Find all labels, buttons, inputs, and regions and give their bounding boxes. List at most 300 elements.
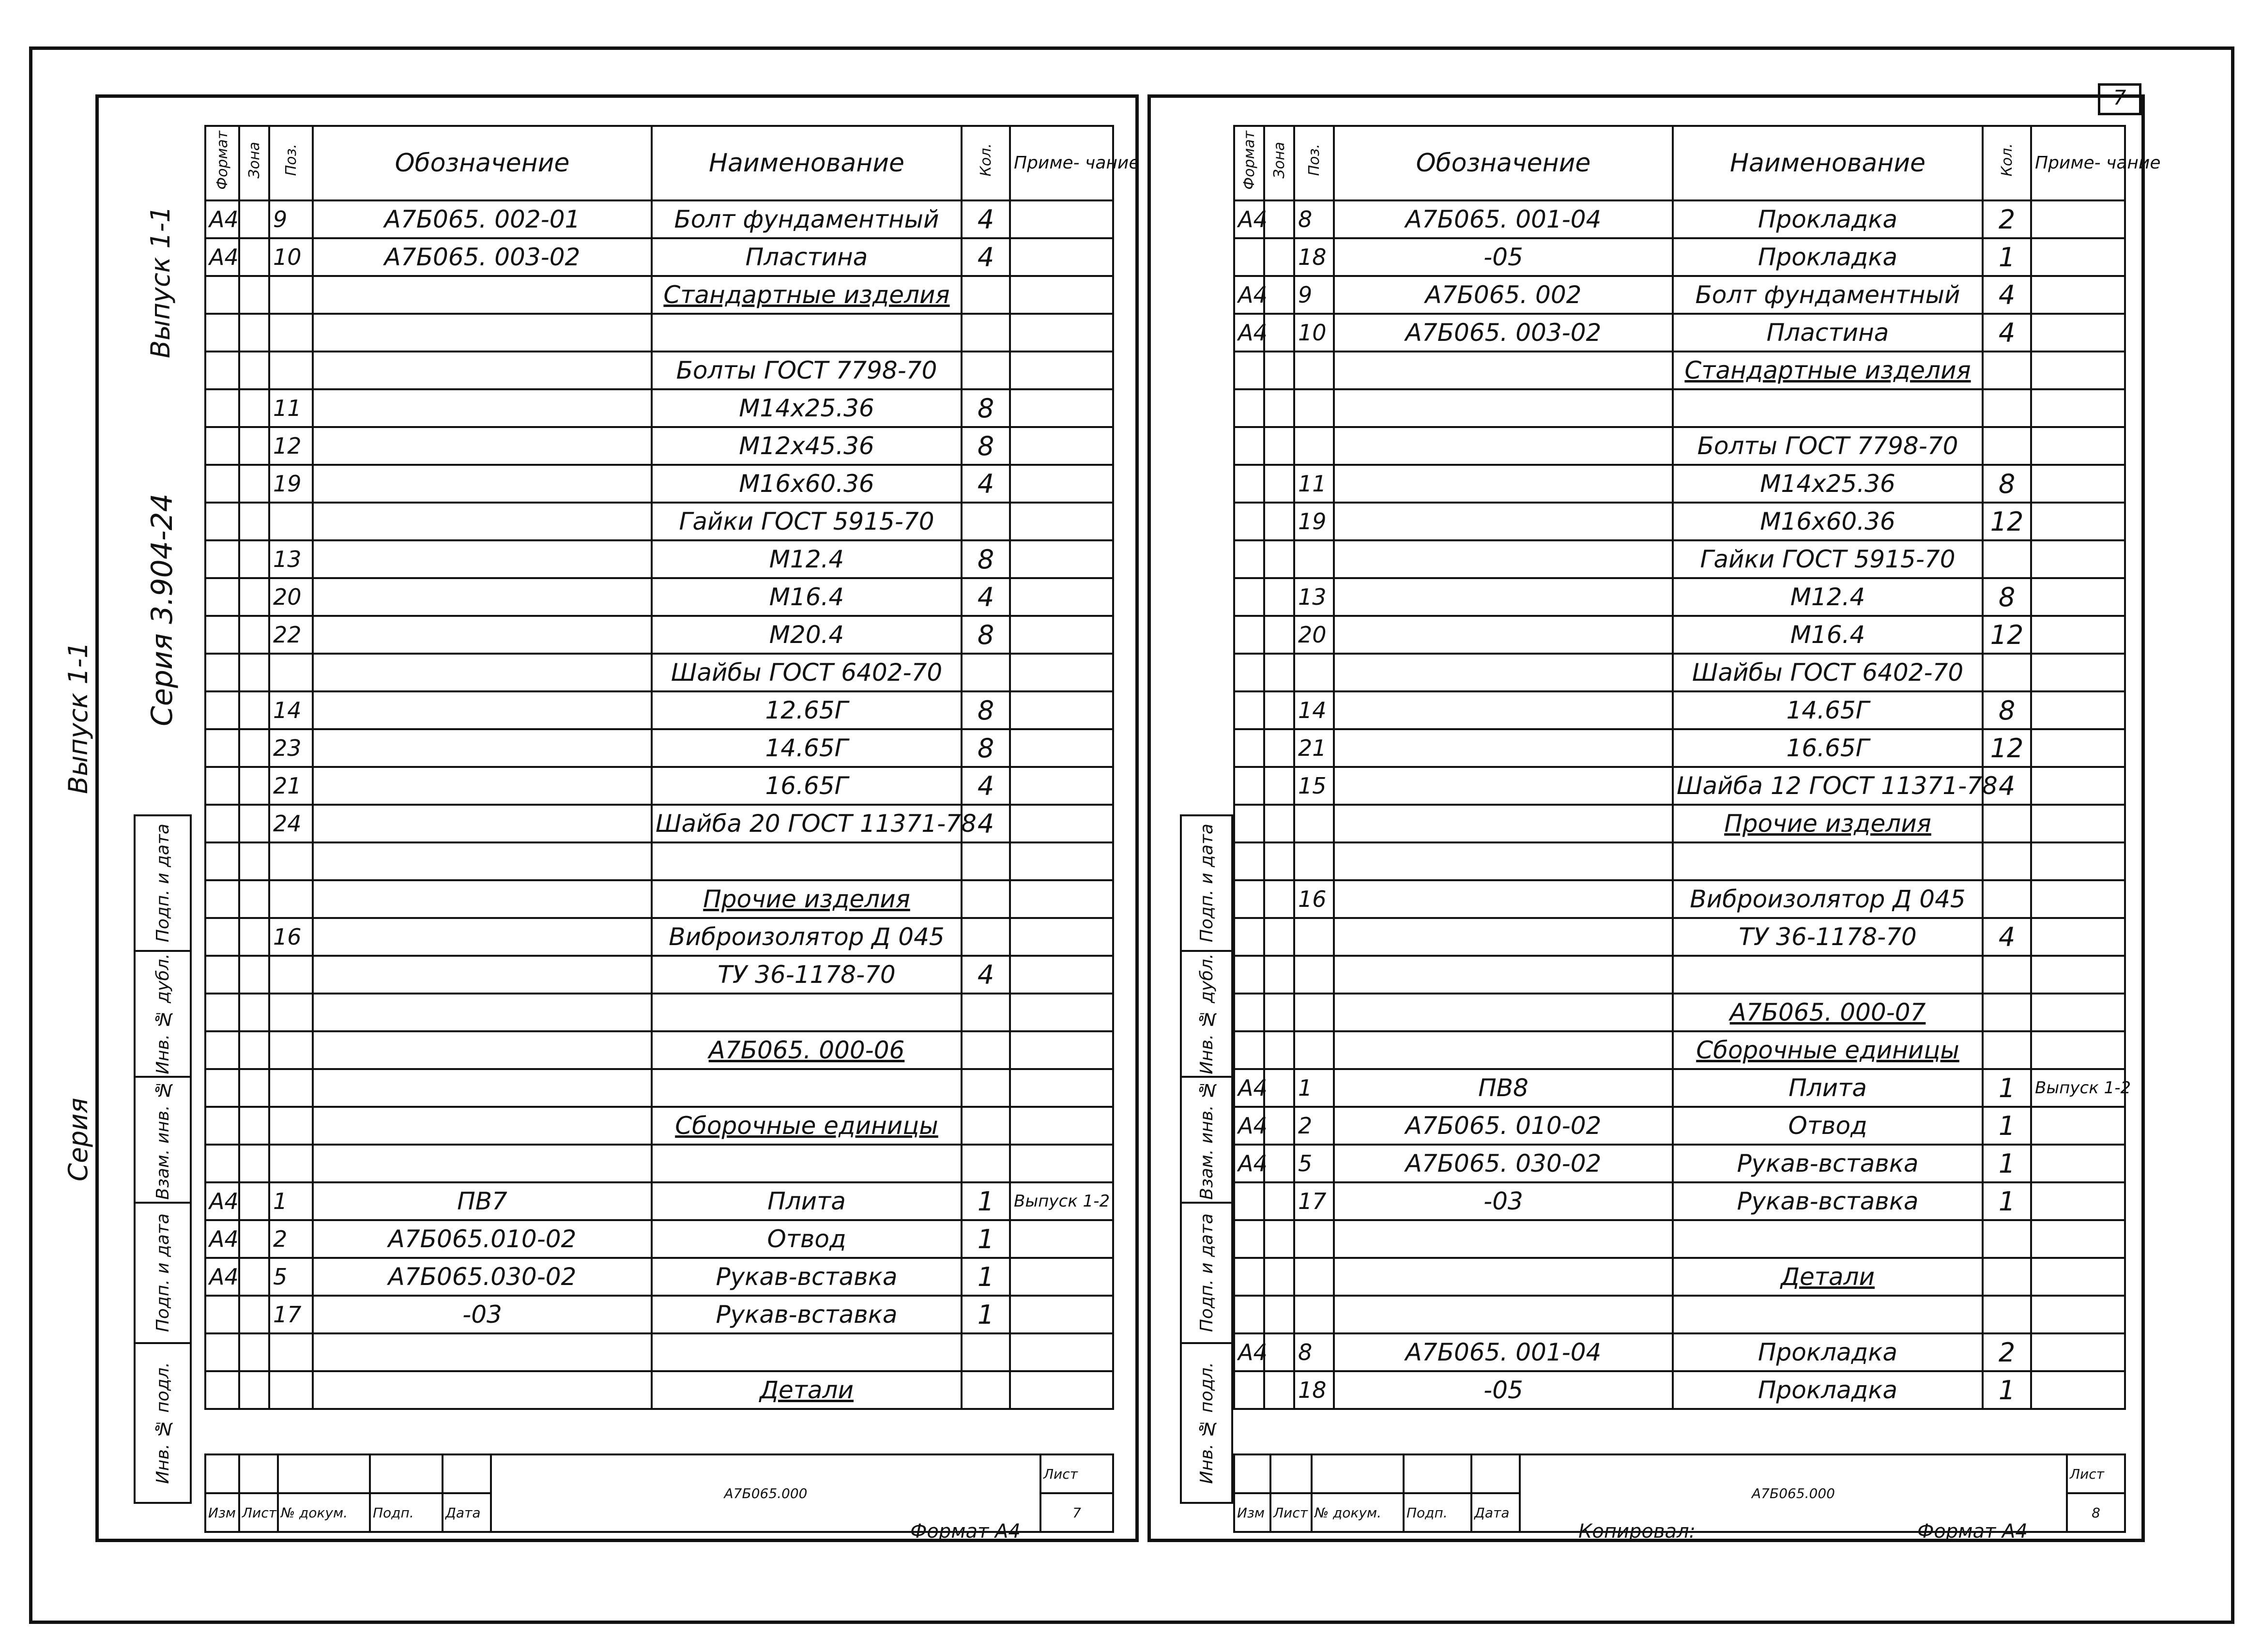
note-cell — [2031, 389, 2125, 427]
note-cell — [2031, 880, 2125, 918]
designation-cell — [313, 1333, 652, 1371]
zone-cell — [239, 729, 269, 767]
position-cell: 10 — [269, 238, 313, 276]
zone-cell — [1264, 540, 1294, 578]
zone-cell — [1264, 805, 1294, 842]
designation-header: Обозначение — [1334, 126, 1673, 200]
name-cell: Прокладка — [1673, 200, 1983, 238]
name-cell: Прокладка — [1673, 1333, 1983, 1371]
quantity-cell — [1983, 1296, 2031, 1333]
designation-cell — [313, 1031, 652, 1069]
note-cell — [2031, 503, 2125, 540]
table-row — [205, 1069, 1113, 1107]
name-cell: ТУ 36-1178-70 — [652, 956, 962, 994]
designation-cell — [313, 654, 652, 691]
note-cell — [1010, 503, 1113, 540]
note-cell: Выпуск 1-2 — [2031, 1069, 2125, 1107]
zone-header: Зона — [245, 141, 263, 179]
quantity-cell: 2 — [1983, 1333, 2031, 1371]
note-cell — [2031, 200, 2125, 238]
format-cell — [205, 956, 239, 994]
note-cell — [2031, 729, 2125, 767]
quantity-cell — [1983, 1031, 2031, 1069]
designation-cell — [313, 805, 652, 842]
designation-cell: А7Б065. 010-02 — [1334, 1107, 1673, 1145]
left-header-row — [205, 126, 1113, 200]
format-cell — [205, 540, 239, 578]
table-row — [205, 767, 1113, 805]
note-cell — [1010, 314, 1113, 352]
note-cell — [1010, 427, 1113, 465]
name-cell: Болты ГОСТ 7798-70 — [652, 352, 962, 389]
name-cell: 14.65Г — [1673, 691, 1983, 729]
note-cell — [2031, 540, 2125, 578]
format-cell — [205, 805, 239, 842]
format-cell: А4 — [1234, 1333, 1264, 1371]
stamp-label: Подп. и дата — [1196, 824, 1217, 943]
designation-cell — [1334, 616, 1673, 654]
zone-cell — [239, 1182, 269, 1220]
table-row — [1234, 1371, 2125, 1409]
name-cell: М16х60.36 — [652, 465, 962, 503]
format-cell — [1234, 1296, 1264, 1333]
note-cell — [1010, 276, 1113, 314]
position-cell — [1294, 1220, 1334, 1258]
designation-header: Обозначение — [313, 126, 652, 200]
quantity-cell — [1983, 427, 2031, 465]
sign-label: Подп. — [370, 1493, 443, 1532]
position-cell — [269, 1069, 313, 1107]
designation-cell — [313, 880, 652, 918]
position-cell: 14 — [269, 691, 313, 729]
position-cell — [269, 1145, 313, 1182]
position-cell — [1294, 805, 1334, 842]
note-cell — [2031, 238, 2125, 276]
name-cell: М12.4 — [1673, 578, 1983, 616]
designation-cell: -03 — [313, 1296, 652, 1333]
position-cell — [1294, 352, 1334, 389]
outer-issue-label: Выпуск 1-1 — [63, 642, 93, 794]
quantity-cell: 8 — [962, 540, 1010, 578]
format-cell — [205, 918, 239, 956]
position-cell: 21 — [1294, 729, 1334, 767]
name-header: Наименование — [1673, 126, 1983, 200]
position-cell — [269, 842, 313, 880]
note-cell — [2031, 1145, 2125, 1182]
zone-cell — [1264, 1145, 1294, 1182]
quantity-cell — [962, 918, 1010, 956]
quantity-cell — [1983, 956, 2031, 994]
zone-cell — [1264, 1333, 1294, 1371]
note-cell — [1010, 880, 1113, 918]
table-row — [205, 616, 1113, 654]
designation-cell — [1334, 654, 1673, 691]
note-cell — [2031, 616, 2125, 654]
note-cell — [1010, 200, 1113, 238]
table-row — [1234, 842, 2125, 880]
format-cell — [1234, 1220, 1264, 1258]
zone-cell — [1264, 842, 1294, 880]
quantity-cell: 1 — [1983, 1371, 2031, 1409]
quantity-cell: 4 — [1983, 918, 2031, 956]
zone-cell — [1264, 578, 1294, 616]
zone-cell — [239, 842, 269, 880]
format-cell — [205, 314, 239, 352]
table-row — [205, 880, 1113, 918]
name-cell: М12х45.36 — [652, 427, 962, 465]
zone-cell — [1264, 1182, 1294, 1220]
position-cell: 24 — [269, 805, 313, 842]
name-cell: Шайбы ГОСТ 6402-70 — [1673, 654, 1983, 691]
position-cell: 9 — [269, 200, 313, 238]
note-cell — [1010, 956, 1113, 994]
note-cell — [1010, 1069, 1113, 1107]
format-cell: А4 — [205, 1258, 239, 1296]
table-row — [205, 465, 1113, 503]
position-cell — [1294, 1031, 1334, 1069]
zone-cell — [1264, 238, 1294, 276]
note-cell — [1010, 1296, 1113, 1333]
designation-cell — [1334, 805, 1673, 842]
left-format-label: Формат А4 — [910, 1520, 1021, 1543]
zone-cell — [239, 238, 269, 276]
note-cell — [1010, 842, 1113, 880]
table-row — [205, 1220, 1113, 1258]
note-cell — [2031, 654, 2125, 691]
note-cell — [2031, 465, 2125, 503]
position-cell — [269, 503, 313, 540]
note-cell — [2031, 1258, 2125, 1296]
position-cell: 5 — [1294, 1145, 1334, 1182]
name-cell: 14.65Г — [652, 729, 962, 767]
name-cell: Прокладка — [1673, 238, 1983, 276]
outer-series-label: Серия — [63, 1098, 93, 1181]
name-cell — [652, 1145, 962, 1182]
table-row — [1234, 540, 2125, 578]
note-cell — [1010, 578, 1113, 616]
zone-cell — [1264, 654, 1294, 691]
format-cell — [205, 691, 239, 729]
name-cell — [652, 1333, 962, 1371]
designation-cell — [1334, 1220, 1673, 1258]
note-cell — [1010, 1220, 1113, 1258]
stamp-label: Подп. и дата — [153, 824, 173, 943]
table-row — [205, 1258, 1113, 1296]
position-cell — [269, 880, 313, 918]
table-row — [1234, 503, 2125, 540]
name-cell: М14х25.36 — [652, 389, 962, 427]
note-cell — [1010, 994, 1113, 1031]
name-cell — [1673, 842, 1983, 880]
table-row — [1234, 1333, 2125, 1371]
format-cell: А4 — [1234, 314, 1264, 352]
position-cell — [269, 314, 313, 352]
left-doc-code: А7Б065.000 — [491, 1454, 1040, 1532]
format-header: Формат — [214, 130, 231, 190]
quantity-cell: 12 — [1983, 503, 2031, 540]
designation-cell — [1334, 994, 1673, 1031]
designation-cell — [1334, 956, 1673, 994]
format-cell — [205, 465, 239, 503]
quantity-cell — [1983, 805, 2031, 842]
format-cell — [205, 767, 239, 805]
format-cell — [1234, 578, 1264, 616]
stamp-label: Взам. инв. № — [1196, 1080, 1217, 1200]
table-row — [205, 503, 1113, 540]
zone-cell — [1264, 276, 1294, 314]
note-cell — [1010, 1031, 1113, 1069]
format-cell — [1234, 691, 1264, 729]
format-cell: А4 — [1234, 276, 1264, 314]
name-cell: Рукав-вставка — [652, 1296, 962, 1333]
position-cell: 1 — [1294, 1069, 1334, 1107]
note-cell — [1010, 1145, 1113, 1182]
position-cell: 22 — [269, 616, 313, 654]
table-row — [1234, 616, 2125, 654]
quantity-cell — [962, 503, 1010, 540]
note-cell — [2031, 578, 2125, 616]
quantity-cell: 1 — [1983, 1145, 2031, 1182]
name-cell: ТУ 36-1178-70 — [1673, 918, 1983, 956]
name-cell: Пластина — [652, 238, 962, 276]
zone-cell — [239, 880, 269, 918]
format-cell: А4 — [205, 200, 239, 238]
table-row — [1234, 1220, 2125, 1258]
inner-issue-label: Выпуск 1-1 — [145, 206, 176, 358]
position-cell: 15 — [1294, 767, 1334, 805]
table-row — [1234, 691, 2125, 729]
zone-cell — [239, 805, 269, 842]
quantity-cell: 4 — [962, 200, 1010, 238]
zone-cell — [239, 1069, 269, 1107]
format-cell — [1234, 427, 1264, 465]
format-cell — [1234, 540, 1264, 578]
note-cell: Выпуск 1-2 — [1010, 1182, 1113, 1220]
note-cell — [2031, 1107, 2125, 1145]
position-cell: 8 — [1294, 200, 1334, 238]
position-cell: 20 — [1294, 616, 1334, 654]
table-row — [1234, 729, 2125, 767]
table-row — [205, 427, 1113, 465]
zone-cell — [239, 503, 269, 540]
note-cell — [2031, 805, 2125, 842]
note-cell — [2031, 276, 2125, 314]
position-cell: 21 — [269, 767, 313, 805]
format-cell: А4 — [1234, 1069, 1264, 1107]
position-cell: 13 — [269, 540, 313, 578]
note-cell — [2031, 956, 2125, 994]
position-cell — [269, 994, 313, 1031]
note-cell — [2031, 1296, 2125, 1333]
designation-cell: А7Б065. 003-02 — [313, 238, 652, 276]
format-cell — [205, 1031, 239, 1069]
note-cell — [2031, 1182, 2125, 1220]
format-cell — [1234, 465, 1264, 503]
doc-label: № докум. — [278, 1493, 370, 1532]
format-cell — [205, 1296, 239, 1333]
name-cell: Сборочные единицы — [652, 1107, 962, 1145]
table-row — [1234, 956, 2125, 994]
designation-cell — [1334, 427, 1673, 465]
zone-cell — [239, 994, 269, 1031]
table-row — [1234, 314, 2125, 352]
quantity-cell: 1 — [1983, 1069, 2031, 1107]
name-cell: М14х25.36 — [1673, 465, 1983, 503]
note-cell — [2031, 352, 2125, 389]
name-cell — [652, 842, 962, 880]
position-cell — [269, 1371, 313, 1409]
position-cell — [269, 1107, 313, 1145]
zone-cell — [239, 616, 269, 654]
quantity-cell — [1983, 1220, 2031, 1258]
table-row — [205, 1031, 1113, 1069]
format-cell — [205, 389, 239, 427]
quantity-cell: 8 — [1983, 691, 2031, 729]
quantity-cell — [962, 880, 1010, 918]
table-row — [205, 918, 1113, 956]
table-row — [1234, 1145, 2125, 1182]
position-cell: 12 — [269, 427, 313, 465]
table-row — [205, 1145, 1113, 1182]
table-row — [205, 1182, 1113, 1220]
quantity-cell: 8 — [962, 616, 1010, 654]
position-cell: 2 — [1294, 1107, 1334, 1145]
table-row — [1234, 352, 2125, 389]
inner-series-label: Серия 3.904-24 — [145, 493, 179, 726]
zone-cell — [239, 1031, 269, 1069]
quantity-cell: 4 — [962, 956, 1010, 994]
quantity-cell — [962, 654, 1010, 691]
name-cell — [652, 1069, 962, 1107]
note-cell — [1010, 389, 1113, 427]
designation-cell — [313, 994, 652, 1031]
designation-cell — [313, 1069, 652, 1107]
zone-cell — [1264, 1069, 1294, 1107]
format-cell — [1234, 880, 1264, 918]
date-label: Дата — [443, 1493, 491, 1532]
zone-cell — [1264, 1220, 1294, 1258]
designation-cell — [1334, 465, 1673, 503]
format-cell — [205, 616, 239, 654]
designation-cell — [1334, 352, 1673, 389]
quantity-cell — [1983, 880, 2031, 918]
zone-cell — [239, 427, 269, 465]
designation-cell — [1334, 389, 1673, 427]
zone-cell — [1264, 465, 1294, 503]
note-cell — [2031, 1333, 2125, 1371]
designation-cell: -05 — [1334, 238, 1673, 276]
designation-cell — [313, 729, 652, 767]
zone-cell — [239, 1296, 269, 1333]
table-row — [205, 956, 1113, 994]
zone-cell — [1264, 1371, 1294, 1409]
left-sheet-number: 7 — [1040, 1493, 1113, 1532]
table-row — [205, 729, 1113, 767]
quantity-cell: 4 — [962, 578, 1010, 616]
zone-cell — [239, 389, 269, 427]
zone-cell — [239, 540, 269, 578]
designation-cell — [1334, 1031, 1673, 1069]
stamp-label: Взам. инв. № — [153, 1080, 173, 1200]
table-row — [1234, 465, 2125, 503]
position-cell — [1294, 540, 1334, 578]
list-label: Лист — [239, 1493, 278, 1532]
format-cell — [1234, 1258, 1264, 1296]
designation-cell: А7Б065. 030-02 — [1334, 1145, 1673, 1182]
quantity-cell — [1983, 389, 2031, 427]
note-cell — [1010, 1333, 1113, 1371]
quantity-cell: 4 — [962, 767, 1010, 805]
table-row — [1234, 880, 2125, 918]
designation-cell — [1334, 880, 1673, 918]
format-cell: А4 — [205, 1182, 239, 1220]
quantity-cell — [962, 1107, 1010, 1145]
quantity-cell: 1 — [962, 1258, 1010, 1296]
format-cell — [1234, 1031, 1264, 1069]
zone-cell — [239, 691, 269, 729]
designation-cell — [1334, 918, 1673, 956]
designation-cell — [313, 427, 652, 465]
quantity-cell — [962, 1031, 1010, 1069]
name-cell: Шайба 12 ГОСТ 11371-78 — [1673, 767, 1983, 805]
note-header: Приме- чание — [1010, 126, 1113, 200]
zone-cell — [1264, 427, 1294, 465]
name-cell: М16х60.36 — [1673, 503, 1983, 540]
position-cell — [1294, 389, 1334, 427]
left-stamp-column — [134, 814, 192, 1504]
note-cell — [1010, 1371, 1113, 1409]
table-row — [1234, 805, 2125, 842]
designation-cell — [313, 314, 652, 352]
designation-cell — [1334, 1296, 1673, 1333]
position-cell — [1294, 842, 1334, 880]
note-cell — [1010, 654, 1113, 691]
right-doc-code: А7Б065.000 — [1520, 1454, 2067, 1532]
name-cell: Плита — [652, 1182, 962, 1220]
zone-cell — [1264, 880, 1294, 918]
table-row — [205, 654, 1113, 691]
name-cell: Болты ГОСТ 7798-70 — [1673, 427, 1983, 465]
table-row — [1234, 767, 2125, 805]
name-cell: Отвод — [652, 1220, 962, 1258]
designation-cell: А7Б065.030-02 — [313, 1258, 652, 1296]
quantity-cell: 1 — [962, 1296, 1010, 1333]
name-cell: М16.4 — [652, 578, 962, 616]
table-row — [205, 314, 1113, 352]
format-cell: А4 — [1234, 200, 1264, 238]
zone-cell — [1264, 1258, 1294, 1296]
quantity-cell: 1 — [962, 1220, 1010, 1258]
quantity-cell: 8 — [1983, 578, 2031, 616]
note-cell — [2031, 994, 2125, 1031]
name-cell: Отвод — [1673, 1107, 1983, 1145]
name-cell — [652, 994, 962, 1031]
format-cell — [1234, 918, 1264, 956]
zone-cell — [1264, 389, 1294, 427]
izm-label: Изм — [205, 1493, 239, 1532]
table-row — [205, 238, 1113, 276]
zone-cell — [1264, 767, 1294, 805]
table-row — [205, 1333, 1113, 1371]
designation-cell — [1334, 1258, 1673, 1296]
name-cell: А7Б065. 000-07 — [1673, 994, 1983, 1031]
format-cell — [205, 352, 239, 389]
name-cell — [1673, 956, 1983, 994]
name-cell: М16.4 — [1673, 616, 1983, 654]
table-row — [205, 1107, 1113, 1145]
zone-cell — [1264, 918, 1294, 956]
name-cell: Стандартные изделия — [652, 276, 962, 314]
